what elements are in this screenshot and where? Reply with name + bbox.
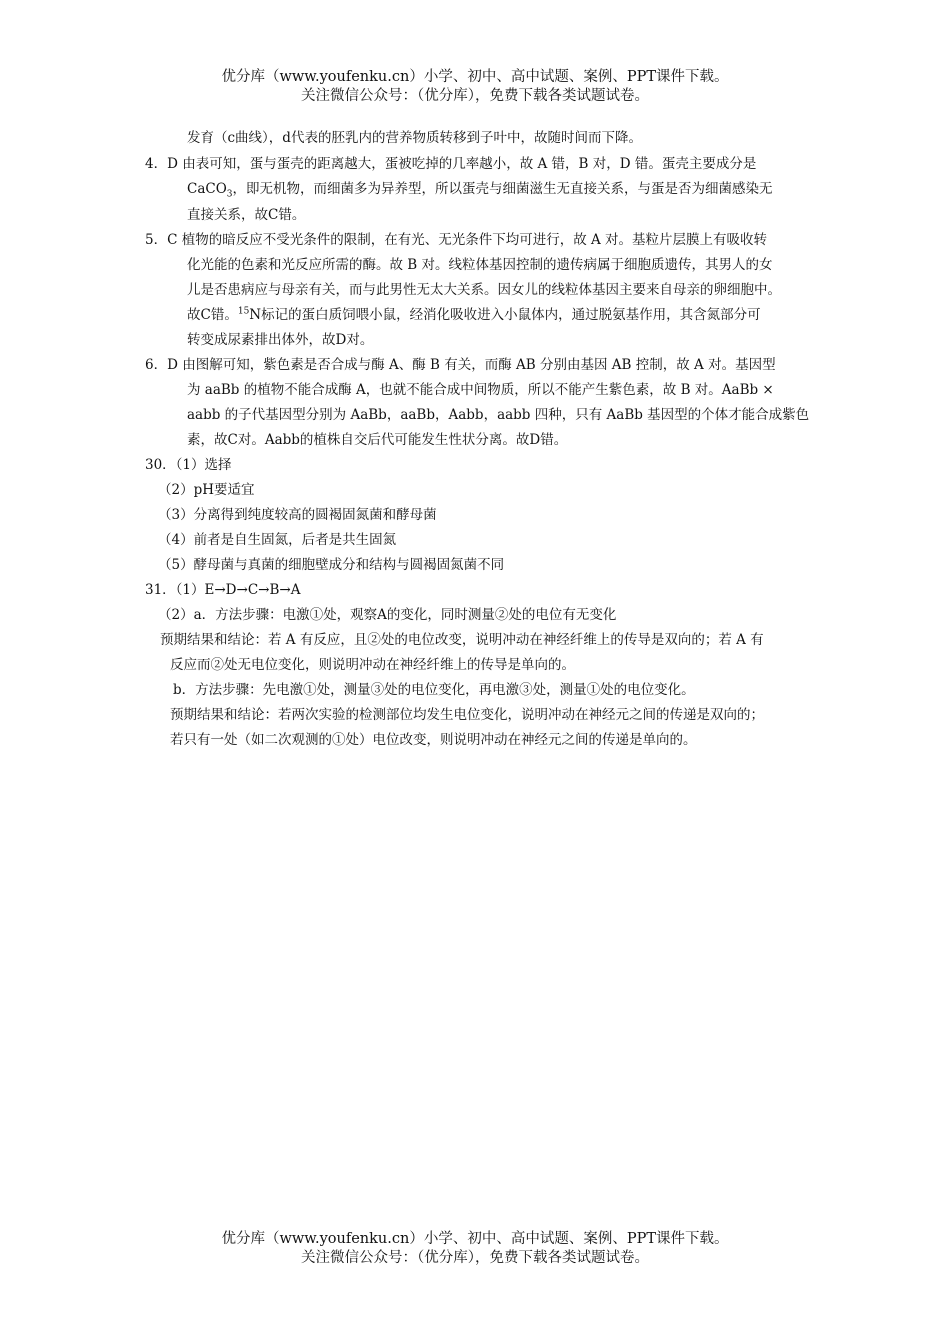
superscript: 15 xyxy=(237,306,250,317)
answer-31-part-1: 31．（1）E→D→C→B→A xyxy=(145,582,301,598)
answer-30-part-2: （2）pH要适宜 xyxy=(158,482,255,498)
answer-30-part-1: 30．（1）选择 xyxy=(145,457,232,473)
page-footer xyxy=(0,1230,950,1268)
footer-line-1: 优分库（www.youfenku.cn）小学、初中、高中试题、案例、PPT课件下载。 xyxy=(221,1231,729,1247)
answer-30-part-3: （3）分离得到纯度较高的圆褐固氮菌和酵母菌 xyxy=(158,507,437,523)
answer-5-line-5: 转变成尿素排出体外，故D对。 xyxy=(187,332,374,348)
answer-4-line-2 xyxy=(187,177,773,200)
answer-5-line-1: 5．C 植物的暗反应不受光条件的限制，在有光、无光条件下均可进行，故 A 对。基粒片层膜上有吸收转 xyxy=(145,232,768,248)
answer-6-line-1: 6．D 由图解可知，紫色素是否合成与酶 A、酶 B 有关，而酶 AB 分别由基因 AB 控制，故 A 对。基因型 xyxy=(145,357,776,373)
formula-caco3: CaCO xyxy=(187,181,227,197)
answer-31-part-2a: （2）a．方法步骤：电激①处，观察A的变化，同时测量②处的电位有无变化 xyxy=(158,607,617,623)
answer-31-result-b-line-2: 若只有一处（如二次观测的①处）电位改变，则说明冲动在神经元之间的传递是单向的。 xyxy=(170,732,697,748)
answer-31-part-2b: b．方法步骤：先电激①处，测量③处的电位变化，再电激③处，测量①处的电位变化。 xyxy=(173,682,695,698)
answer-31-result-a-line-1: 预期结果和结论：若 A 有反应，且②处的电位改变，说明冲动在神经纤维上的传导是双向的；若 A 有 xyxy=(160,632,764,648)
subscript: 3 xyxy=(226,189,233,200)
text-line: 发育（c曲线），d代表的胚乳内的营养物质转移到子叶中，故随时间而下降。 xyxy=(187,130,642,146)
answer-4-line-1: 4．D 由表可知，蛋与蛋壳的距离越大，蛋被吃掉的几率越小，故 A 错，B 对，D 错。蛋壳主要成分是 xyxy=(145,156,757,172)
header-line-2: 关注微信公众号：（优分库），免费下载各类试题试卷。 xyxy=(301,88,649,104)
answer-5-line-4 xyxy=(187,303,761,323)
answer-6-line-4: 素，故C对。Aabb的植株自交后代可能发生性状分离。故D错。 xyxy=(187,432,568,448)
answer-30-part-5: （5）酵母菌与真菌的细胞壁成分和结构与圆褐固氮菌不同 xyxy=(158,557,505,573)
text-span: 故C错。 xyxy=(187,307,238,323)
answer-4-line-3: 直接关系，故C错。 xyxy=(187,207,306,223)
answer-6-line-2: 为 aaBb 的植物不能合成酶 A，也就不能合成中间物质，所以不能产生紫色素，故 B 对。AaBb × xyxy=(187,382,774,398)
answer-6-line-3: aabb 的子代基因型分别为 AaBb，aaBb，Aabb，aabb 四种，只有 AaBb 基因型的个体才能合成紫色 xyxy=(187,407,810,423)
answer-30-part-4: （4）前者是自生固氮，后者是共生固氮 xyxy=(158,532,397,548)
answer-31-result-a-line-2: 反应而②处无电位变化，则说明冲动在神经纤维上的传导是单向的。 xyxy=(170,657,575,673)
footer-line-2: 关注微信公众号：（优分库），免费下载各类试题试卷。 xyxy=(301,1250,649,1266)
header-line-1: 优分库（www.youfenku.cn）小学、初中、高中试题、案例、PPT课件下载。 xyxy=(221,69,729,85)
text-span: N标记的蛋白质饲喂小鼠，经消化吸收进入小鼠体内，通过脱氨基作用，其含氮部分可 xyxy=(249,307,761,323)
answer-31-result-b-line-1: 预期结果和结论：若两次实验的检测部位均发生电位变化，说明冲动在神经元之间的传递是双向的； xyxy=(170,707,764,723)
answer-5-line-3: 儿是否患病应与母亲有关，而与此男性无太大关系。因女儿的线粒体基因主要来自母亲的卵细胞中。 xyxy=(187,282,781,298)
answer-5-line-2: 化光能的色素和光反应所需的酶。故 B 对。线粒体基因控制的遗传病属于细胞质遗传，其男人的女 xyxy=(187,257,773,273)
page-header xyxy=(0,68,950,106)
text-span: ，即无机物，而细菌多为异养型，所以蛋壳与细菌滋生无直接关系，与蛋是否为细菌感染无 xyxy=(232,181,773,197)
